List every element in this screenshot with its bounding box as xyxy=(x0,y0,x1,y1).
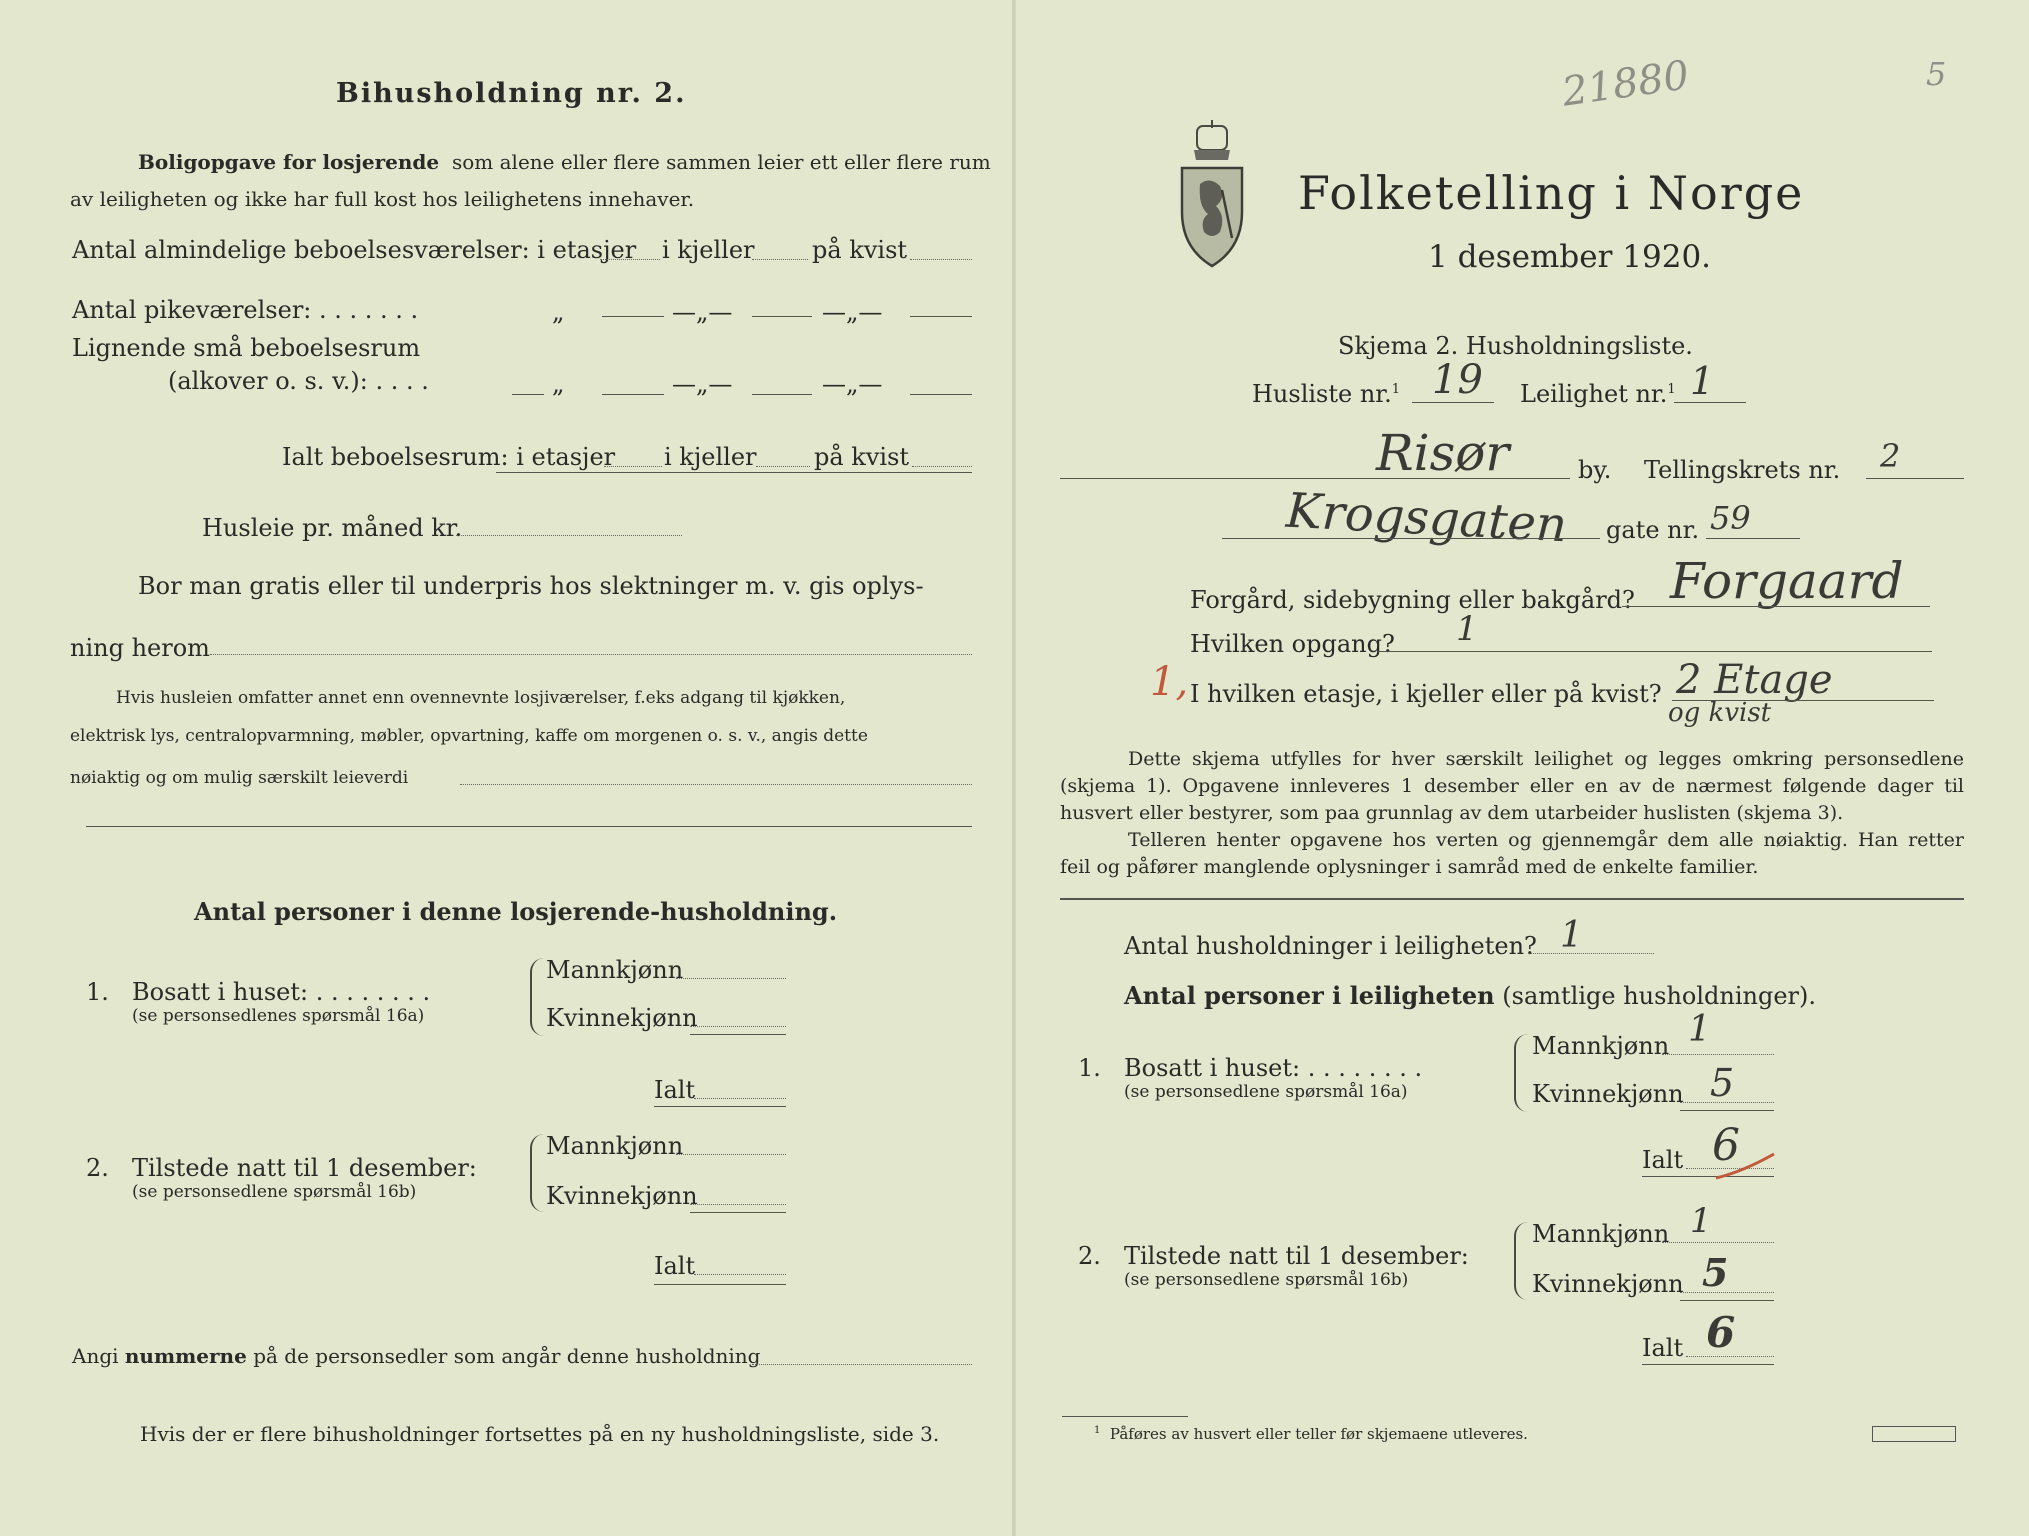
right-q2-female-line xyxy=(1680,1292,1774,1293)
left-q2-total-label: Ialt xyxy=(654,1252,696,1280)
left-q2-label: Tilstede natt til 1 desember: xyxy=(132,1154,477,1182)
left-q1-total-line xyxy=(694,1098,786,1099)
leilighet-line xyxy=(1674,402,1746,403)
rooms-kjeller: i kjeller xyxy=(662,236,755,264)
note-line-3: nøiaktig og om mulig særskilt leieverdi xyxy=(70,768,409,788)
left-q1-female-label: Kvinnekjønn xyxy=(546,1004,698,1032)
households-label: Antal husholdninger i leiligheten? xyxy=(1124,932,1537,960)
right-q1-total-label: Ialt xyxy=(1642,1146,1684,1174)
right-q1-female-line xyxy=(1680,1102,1774,1103)
left-q1-male-label: Mannkjønn xyxy=(546,956,684,984)
left-q2-num: 2. xyxy=(86,1154,109,1182)
left-q2-female-label: Kvinnekjønn xyxy=(546,1182,698,1210)
husliste-value: 19 xyxy=(1432,357,1483,403)
forgard-label: Forgård, sidebygning eller bakgård? xyxy=(1190,586,1635,614)
left-q1-female-underline xyxy=(690,1034,786,1035)
small-rooms-label-2: (alkover o. s. v.): . . . . xyxy=(168,367,429,395)
households-value: 1 xyxy=(1560,915,1583,956)
gratis-line-1: Bor man gratis eller til underpris hos slektninger m. v. gis oplys- xyxy=(138,572,924,600)
husliste-line xyxy=(1412,402,1494,403)
note-line-extra xyxy=(86,826,972,827)
right-q2-male-label: Mannkjønn xyxy=(1532,1220,1670,1248)
right-q1-total-value: 6 xyxy=(1712,1120,1740,1171)
right-q1-male-line xyxy=(1662,1054,1774,1055)
total-etasjer-line xyxy=(604,466,662,467)
small-ditto-1: „ xyxy=(552,370,565,398)
right-q2-sub: (se personsedlene spørsmål 16b) xyxy=(1124,1270,1409,1290)
small-line-3 xyxy=(910,394,972,395)
street-line xyxy=(1222,538,1600,539)
gate-label: gate nr. xyxy=(1606,516,1700,544)
total-kjeller-line xyxy=(756,466,810,467)
red-check-mark xyxy=(1712,1148,1782,1184)
small-line-0 xyxy=(512,394,544,395)
right-q2-total-value: 6 xyxy=(1706,1308,1736,1357)
right-q2-total-line xyxy=(1686,1356,1774,1357)
leilighet-label: Leilighet nr.$^1$ xyxy=(1520,380,1676,408)
forgard-line xyxy=(1622,606,1930,607)
right-q2-female-underline xyxy=(1680,1300,1774,1301)
left-q2-male-label: Mannkjønn xyxy=(546,1132,684,1160)
left-q1-total-underline xyxy=(654,1106,786,1107)
info-divider xyxy=(1060,898,1964,900)
norway-coat-of-arms-icon xyxy=(1174,120,1250,270)
pike-line-3 xyxy=(910,316,972,317)
pike-ditto-3: —„— xyxy=(822,298,883,326)
right-q2-female-label: Kvinnekjønn xyxy=(1532,1270,1684,1298)
left-q2-total-line xyxy=(694,1274,786,1275)
archive-number: 21880 xyxy=(1559,52,1692,116)
note-line-1: Hvis husleien omfatter annet enn ovennevnte losjiværelser, f.eks adgang til kjøkken, xyxy=(116,688,846,708)
info-paragraph: Dette skjema utfylles for hver særskilt leilighet og legges omkring personsedlene (skjema 1). Opgavene innleveres 1 desember eller en av de nærmest følgende dager til husvert eller bestyrer, som paa grunnlag av dem utarbeider huslisten (skjema 3). Telleren henter opgavene hos verten og gjennemgår dem alle nøiaktig. Han retter feil og påfører manglende oplysninger i samråd med de enkelte familier. xyxy=(1060,748,1964,878)
city-value: Risør xyxy=(1376,424,1510,482)
right-q1-female-label: Kvinnekjønn xyxy=(1532,1080,1684,1108)
left-q2-brace xyxy=(530,1134,544,1212)
small-ditto-2: —„— xyxy=(672,370,733,398)
rent-label: Husleie pr. måned kr. xyxy=(202,514,463,542)
rooms-kvist: på kvist xyxy=(812,236,908,264)
etasje-value-1: 2 Etage xyxy=(1676,657,1833,703)
total-rooms-label: Ialt beboelsesrum: i etasjer xyxy=(282,443,616,471)
footnote: $^1$ Påføres av husvert eller teller før skjemaene utleveres. xyxy=(1094,1425,1528,1443)
rooms-kjeller-line xyxy=(752,259,808,260)
page-number: 5 xyxy=(1926,55,1947,93)
pike-label: Antal pikeværelser: . . . . . . . xyxy=(72,296,419,324)
left-q1-male-line xyxy=(676,978,786,979)
left-q1-sub: (se personsedlenes spørsmål 16a) xyxy=(132,1006,425,1026)
krets-value: 2 xyxy=(1880,437,1901,475)
printer-stamp xyxy=(1872,1426,1956,1442)
left-q2-female-underline xyxy=(690,1212,786,1213)
forgard-value: Forgaard xyxy=(1670,552,1904,610)
left-persons-heading: Antal personer i denne losjerende-husholdning. xyxy=(194,897,838,926)
right-q2-total-underline xyxy=(1642,1364,1774,1365)
total-underline xyxy=(496,472,972,473)
right-q2-male-line xyxy=(1662,1242,1774,1243)
small-line-1 xyxy=(602,394,664,395)
krets-label: Tellingskrets nr. xyxy=(1644,456,1841,484)
rooms-kvist-line xyxy=(910,259,972,260)
street-value: Krogsgaten xyxy=(1284,482,1569,554)
right-q1-male-label: Mannkjønn xyxy=(1532,1032,1670,1060)
total-kjeller: i kjeller xyxy=(664,443,757,471)
rooms-label: Antal almindelige beboelsesværelser: i etasjer xyxy=(72,236,637,264)
households-line xyxy=(1528,953,1654,954)
rent-line xyxy=(456,535,682,536)
etasje-red-mark: 1, xyxy=(1150,659,1189,705)
right-q2-num: 2. xyxy=(1078,1242,1101,1270)
right-q1-female-underline xyxy=(1680,1110,1774,1111)
left-q2-total-underline xyxy=(654,1284,786,1285)
pike-line-2 xyxy=(752,316,812,317)
total-kvist-line xyxy=(912,466,972,467)
right-title: Folketelling i Norge xyxy=(1298,166,1805,220)
small-rooms-label-1: Lignende små beboelsesrum xyxy=(72,334,421,362)
right-q2-label: Tilstede natt til 1 desember: xyxy=(1124,1242,1469,1270)
left-title: Bihusholdning nr. 2. xyxy=(336,78,687,109)
husliste-label: Husliste nr.$^1$ xyxy=(1252,380,1401,408)
pike-line-1 xyxy=(602,316,664,317)
by-label: by. xyxy=(1578,456,1612,484)
gate-value: 59 xyxy=(1710,499,1751,537)
right-q1-num: 1. xyxy=(1078,1054,1101,1082)
total-kvist: på kvist xyxy=(814,443,910,471)
left-q1-num: 1. xyxy=(86,978,109,1006)
opgang-line xyxy=(1378,651,1932,652)
note-line-2: elektrisk lys, centralopvarmning, møbler, opvartning, kaffe om morgenen o. s. v., angis dette xyxy=(70,726,868,746)
etasje-value-2: og kvist xyxy=(1668,698,1772,728)
right-q2-female-value: 5 xyxy=(1702,1250,1729,1295)
rooms-etasjer-line xyxy=(600,259,660,260)
right-persons-heading: Antal personer i leiligheten (samtlige husholdninger). xyxy=(1124,981,1817,1010)
gratis-line-2: ning herom xyxy=(70,634,210,662)
left-q2-sub: (se personsedlene spørsmål 16b) xyxy=(132,1182,417,1202)
right-q2-total-label: Ialt xyxy=(1642,1334,1684,1362)
note-line xyxy=(460,784,972,785)
gratis-line xyxy=(210,654,972,655)
right-q1-brace xyxy=(1514,1034,1528,1112)
small-ditto-3: —„— xyxy=(822,370,883,398)
gate-line xyxy=(1706,538,1800,539)
leilighet-value: 1 xyxy=(1690,359,1715,403)
intro-line2: av leiligheten og ikke har full kost hos leilighetens innehaver. xyxy=(70,187,695,211)
right-q1-male-value: 1 xyxy=(1688,1009,1711,1050)
pike-ditto-1: „ xyxy=(552,298,565,326)
city-line xyxy=(1060,478,1570,479)
small-line-2 xyxy=(752,394,812,395)
left-q1-female-line xyxy=(690,1026,786,1027)
page-fold xyxy=(1012,0,1016,1536)
angi-label: Angi nummerne på de personsedler som angår denne husholdning xyxy=(72,1344,761,1368)
left-q1-total-label: Ialt xyxy=(654,1076,696,1104)
left-q1-brace xyxy=(530,958,544,1036)
etasje-label: I hvilken etasje, i kjeller eller på kvist? xyxy=(1190,680,1662,708)
opgang-value: 1 xyxy=(1456,609,1478,649)
right-q1-label: Bosatt i huset: . . . . . . . . xyxy=(1124,1054,1423,1082)
census-date: 1 desember 1920. xyxy=(1428,239,1712,275)
right-q2-male-value: 1 xyxy=(1690,1201,1712,1241)
right-q1-female-value: 5 xyxy=(1710,1061,1735,1105)
left-q2-male-line xyxy=(676,1154,786,1155)
krets-line xyxy=(1866,478,1964,479)
right-q2-brace xyxy=(1514,1222,1528,1300)
right-q1-sub: (se personsedlene spørsmål 16a) xyxy=(1124,1082,1408,1102)
footnote-rule xyxy=(1062,1416,1188,1417)
angi-line xyxy=(752,1364,972,1365)
left-footer: Hvis der er flere bihusholdninger fortsettes på en ny husholdningsliste, side 3. xyxy=(140,1422,940,1446)
schema-label: Skjema 2. Husholdningsliste. xyxy=(1338,332,1693,360)
left-q2-female-line xyxy=(690,1204,786,1205)
intro-bold: Boligopgave for losjerende xyxy=(138,150,440,174)
pike-ditto-2: —„— xyxy=(672,298,733,326)
opgang-label: Hvilken opgang? xyxy=(1190,630,1395,658)
left-q1-label: Bosatt i huset: . . . . . . . . xyxy=(132,978,431,1006)
intro-rest: som alene eller flere sammen leier ett eller flere rum xyxy=(452,150,991,174)
